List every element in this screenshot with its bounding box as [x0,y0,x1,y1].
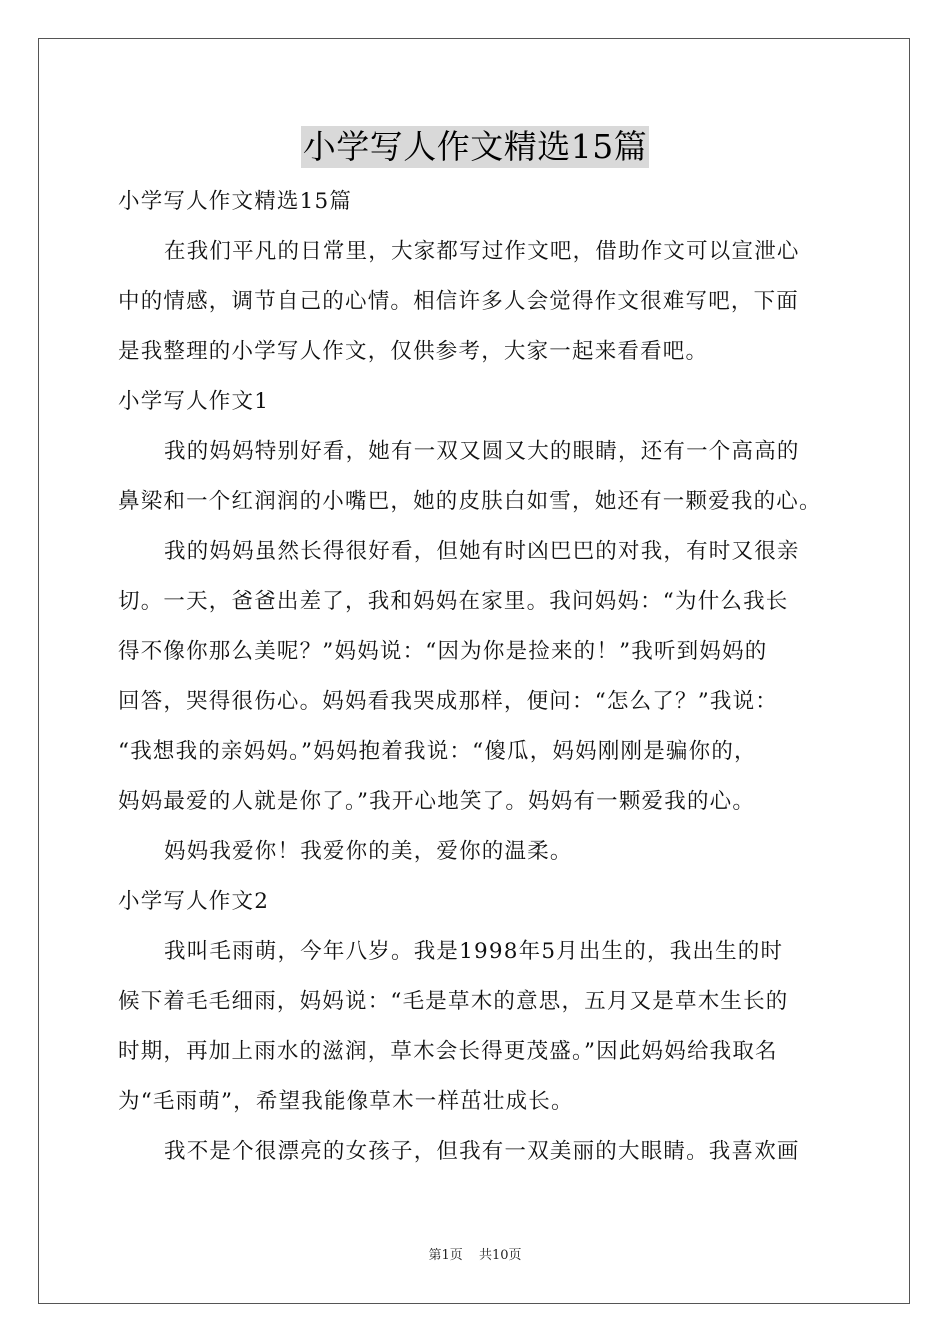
page-number: 第1页 [428,1248,463,1263]
text-line: 鼻梁和一个红润润的小嘴巴，她的皮肤白如雪，她还有一颗爱我的心。 [118,489,822,514]
text-line: 中的情感，调节自己的心情。相信许多人会觉得作文很难写吧，下面 [118,289,800,314]
text-line: 妈妈最爱的人就是你了。”我开心地笑了。妈妈有一颗爱我的心。 [118,789,756,814]
text-line: 时期，再加上雨水的滋润，草木会长得更茂盛。”因此妈妈给我取名 [118,1039,778,1064]
text-line: 我的妈妈特别好看，她有一双又圆又大的眼睛，还有一个高高的 [164,439,800,464]
text-line: 小学写人作文1 [118,389,270,414]
text-line: 得不像你那么美呢？”妈妈说：“因为你是捡来的！”我听到妈妈的 [118,639,768,664]
text-line: 小学写人作文2 [118,889,270,914]
text-line: 在我们平凡的日常里，大家都写过作文吧，借助作文可以宣泄心 [164,239,800,264]
text-line: 回答，哭得很伤心。妈妈看我哭成那样，便问：“怎么了？”我说： [118,689,778,714]
page-total: 共10页 [478,1248,522,1263]
text-line: 小学写人作文精选15篇 [118,189,353,214]
document-body [118,177,838,1177]
text-line: 候下着毛毛细雨，妈妈说：“毛是草木的意思，五月又是草木生长的 [118,989,789,1014]
text-line: 是我整理的小学写人作文，仅供参考，大家一起来看看吧。 [118,339,709,364]
text-line: 我叫毛雨萌，今年八岁。我是1998年5月出生的，我出生的时 [164,939,784,964]
text-line: 切。一天，爸爸出差了，我和妈妈在家里。我问妈妈：“为什么我长 [118,589,789,614]
page-footer [0,1246,950,1266]
document-title: 小学写人作文精选15篇 [302,127,648,166]
text-line: 妈妈我爱你！我爱你的美，爱你的温柔。 [164,839,573,864]
text-line: 我的妈妈虽然长得很好看，但她有时凶巴巴的对我，有时又很亲 [164,539,800,564]
text-line: 为“毛雨萌”，希望我能像草木一样茁壮成长。 [118,1089,574,1114]
title-container [0,126,950,168]
text-line: “我想我的亲妈妈。”妈妈抱着我说：“傻瓜，妈妈刚刚是骗你的， [118,739,757,764]
text-line: 我不是个很漂亮的女孩子，但我有一双美丽的大眼睛。我喜欢画 [164,1139,800,1164]
